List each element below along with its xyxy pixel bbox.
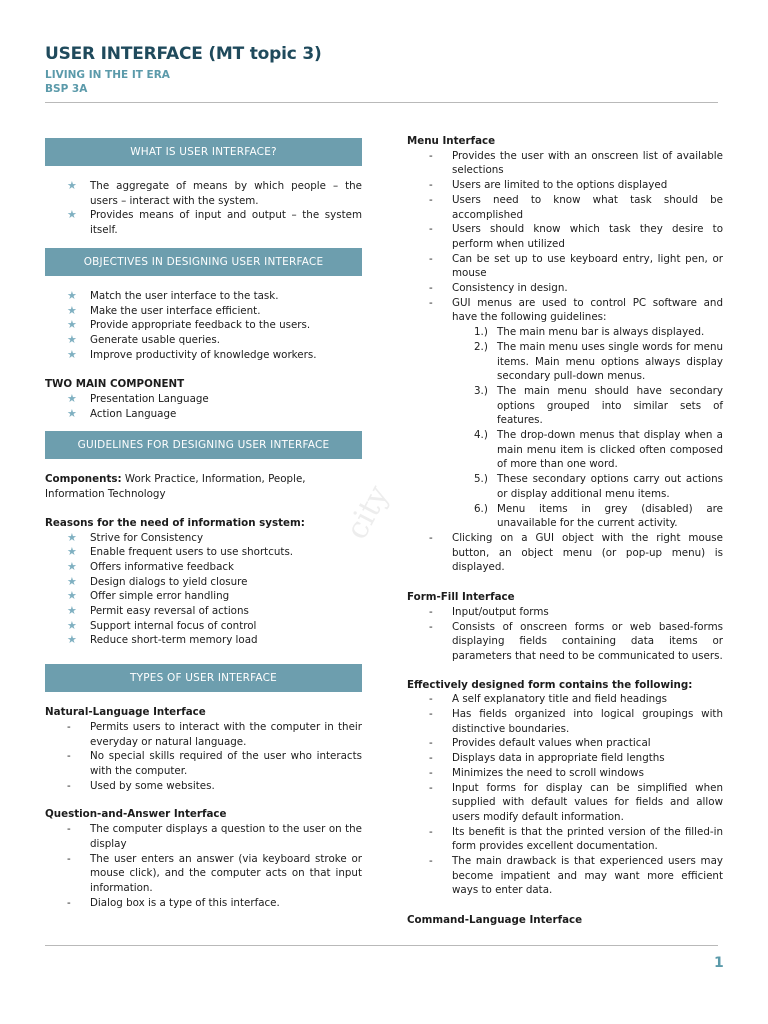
components-paragraph: Components: Work Practice, Information, People, Information Technology	[45, 473, 306, 501]
list-item: - The user enters an answer (via keyboard stroke or mouse click), and the computer acts on that input information.	[67, 852, 362, 894]
list-item: - Minimizes the need to scroll windows	[429, 766, 644, 779]
list-item: - A self explanatory title and field headings	[429, 693, 668, 706]
star-icon: ★	[67, 208, 77, 222]
list-item: ★ Strive for Consistency	[67, 530, 204, 544]
list-item: - Displays data in appropriate field lengths	[429, 752, 665, 765]
list-item: ★ The aggregate of means by which people – the users – interact with the system.	[67, 179, 362, 207]
list-item: ★ Make the user interface efficient.	[67, 303, 261, 317]
star-icon: ★	[67, 332, 77, 346]
dash-bullet: -	[67, 852, 71, 865]
star-icon: ★	[67, 288, 77, 302]
list-item: - Clicking on a GUI object with the right mouse button, an object menu (or pop-up menu) is displayed.	[429, 531, 723, 574]
list-item: ★ Provide appropriate feedback to the users.	[67, 318, 311, 332]
page-title: USER INTERFACE (MT topic 3)	[45, 44, 322, 64]
dash-bullet: -	[429, 766, 433, 779]
dash-bullet: -	[429, 179, 433, 192]
star-icon: ★	[67, 618, 77, 632]
list-item: ★ Support internal focus of control	[67, 618, 257, 632]
list-item: ★ Enable frequent users to use shortcuts.	[67, 545, 294, 559]
list-item: - Provides default values when practical	[429, 737, 651, 750]
footer-divider	[45, 945, 718, 946]
header-divider	[45, 102, 718, 103]
star-icon: ★	[67, 347, 77, 361]
list-item: - The main drawback is that experienced users may become impatient and may want more efficient ways to enter data.	[429, 855, 723, 897]
section-banner-what-is: WHAT IS USER INTERFACE?	[45, 138, 362, 166]
dash-bullet: -	[429, 296, 433, 309]
command-language-heading: Command-Language Interface	[407, 914, 583, 927]
star-icon: ★	[67, 589, 77, 603]
list-item: - Dialog box is a type of this interface.	[67, 896, 280, 909]
dash-bullet: -	[429, 531, 433, 544]
two-main-heading: TWO MAIN COMPONENT	[45, 378, 185, 391]
list-item: - Its benefit is that the printed version of the filled-in form provides excellent documentation.	[429, 825, 723, 853]
list-item: 2.) The main menu uses single words for menu items. Main menu options always display secondary pull-down menus.	[474, 340, 723, 383]
list-item: - No special skills required of the user who interacts with the computer.	[67, 750, 362, 777]
list-item: ★ Reduce short-term memory load	[67, 633, 258, 647]
star-icon: ★	[67, 604, 77, 618]
list-item: ★ Permit easy reversal of actions	[67, 604, 249, 618]
list-item: ★ Presentation Language	[67, 392, 209, 406]
list-item: 1.) The main menu bar is always displayed.	[474, 326, 705, 339]
list-item: 6.) Menu items in grey (disabled) are unavailable for the current activity.	[474, 502, 723, 530]
course-subtitle: LIVING IN THE IT ERA	[45, 69, 170, 81]
list-item: - Used by some websites.	[67, 779, 215, 792]
gui-guidelines-list	[407, 325, 723, 531]
star-icon: ★	[67, 530, 77, 544]
list-item: - The computer displays a question to the user on the display	[67, 823, 362, 850]
effective-form-heading: Effectively designed form contains the following:	[407, 678, 693, 691]
right-column	[407, 134, 723, 928]
document-header	[45, 44, 322, 96]
list-item: - Input forms for display can be simplified when supplied with default values for fields and allow users modify default information.	[429, 781, 723, 823]
dash-bullet: -	[67, 750, 71, 763]
list-item: - Consists of onscreen forms or web based-forms displaying fields containing data items or parameters that need to be communicated to users.	[429, 620, 723, 662]
list-item: - Input/output forms	[429, 605, 549, 618]
list-item: ★ Offers informative feedback	[67, 559, 235, 573]
list-item: 5.) These secondary options carry out actions or display additional menu items.	[474, 473, 723, 500]
list-item: - Users need to know what task should be accomplished	[429, 193, 723, 221]
list-item: 3.) The main menu should have secondary options grouped into similar sets of features.	[474, 384, 723, 427]
list-item: ★ Offer simple error handling	[67, 589, 230, 603]
list-item: ★ Provides means of input and output – the system itself.	[67, 208, 362, 237]
natural-language-heading: Natural-Language Interface	[45, 706, 206, 719]
list-item: ★ Design dialogs to yield closure	[67, 574, 248, 588]
dash-bullet: -	[429, 825, 433, 838]
dash-bullet: -	[429, 282, 433, 295]
dash-bullet: -	[429, 252, 433, 265]
star-icon: ★	[67, 559, 77, 573]
natural-language-list	[45, 720, 362, 794]
qa-heading: Question-and-Answer Interface	[45, 808, 227, 821]
star-icon: ★	[67, 392, 77, 406]
list-item: - Can be set up to use keyboard entry, light pen, or mouse	[429, 252, 723, 280]
list-item: - Users should know which task they desire to perform when utilized	[429, 223, 723, 250]
left-column	[45, 138, 362, 910]
list-item: - Has fields organized into logical groupings with distinctive boundaries.	[429, 708, 723, 735]
section-banner-types: TYPES OF USER INTERFACE	[45, 664, 362, 692]
dash-bullet: -	[429, 781, 433, 794]
star-icon: ★	[67, 179, 77, 192]
list-item: - Provides the user with an onscreen list of available selections	[429, 149, 723, 177]
section-banner-guidelines: GUIDELINES FOR DESIGNING USER INTERFACE	[45, 431, 362, 459]
form-fill-heading: Form-Fill Interface	[407, 591, 515, 604]
dash-bullet: -	[429, 620, 433, 633]
reasons-list	[45, 531, 362, 649]
what-list	[45, 179, 362, 238]
list-item: ★ Improve productivity of knowledge workers.	[67, 347, 317, 361]
dash-bullet: -	[429, 223, 433, 236]
form-fill-list	[407, 605, 723, 664]
star-icon: ★	[67, 303, 77, 317]
dash-bullet: -	[429, 149, 433, 162]
list-item: - Users are limited to the options displayed	[429, 179, 668, 192]
list-item: 4.) The drop-down menus that display when a main menu item is clicked often composed of more than one word.	[474, 429, 723, 471]
list-item: ★ Generate usable queries.	[67, 332, 221, 346]
dash-bullet: -	[67, 720, 71, 733]
dash-bullet: -	[429, 855, 433, 868]
star-icon: ★	[67, 406, 77, 420]
watermark: city	[339, 479, 397, 546]
menu-interface-heading: Menu Interface	[407, 135, 496, 147]
dash-bullet: -	[67, 823, 71, 836]
two-main-list	[45, 392, 362, 421]
menu-interface-list	[407, 149, 723, 575]
list-item: - Consistency in design.	[429, 282, 568, 295]
section-subtitle: BSP 3A	[45, 83, 88, 95]
dash-bullet: -	[429, 737, 433, 750]
list-item: - GUI menus are used to control PC software and have the following guidelines: 1.) The main menu bar is always displayed. 2.) The main menu uses single words for menu items. Main menu options always display secondary pull-down menus. 3.) The main menu should have secondary options grouped into similar sets of features. 4.) The drop-down menus that display when a main menu item is clicked often composed of more than one word. 5.) These secondary options carry out actions or display additional menu items. 6.) Menu items in grey (disabled) are unavailable for the current activity.	[407, 296, 723, 531]
objectives-list	[45, 289, 362, 363]
list-item: ★ Match the user interface to the task.	[67, 288, 279, 302]
dash-bullet: -	[429, 708, 433, 721]
dash-bullet: -	[429, 752, 433, 765]
list-item: ★ Action Language	[67, 406, 177, 420]
reasons-heading: Reasons for the need of information system:	[45, 516, 305, 529]
section-banner-objectives: OBJECTIVES IN DESIGNING USER INTERFACE	[45, 248, 362, 276]
dash-bullet: -	[67, 779, 71, 792]
star-icon: ★	[67, 545, 77, 559]
dash-bullet: -	[67, 896, 71, 909]
qa-list	[45, 822, 362, 910]
star-icon: ★	[67, 318, 77, 332]
dash-bullet: -	[429, 693, 433, 706]
star-icon: ★	[67, 633, 77, 647]
star-icon: ★	[67, 574, 77, 588]
page-number: 1	[714, 955, 724, 971]
list-item: - Permits users to interact with the computer in their everyday or natural language.	[67, 720, 362, 748]
effective-form-list	[407, 692, 723, 898]
dash-bullet: -	[429, 605, 433, 618]
dash-bullet: -	[429, 193, 433, 206]
